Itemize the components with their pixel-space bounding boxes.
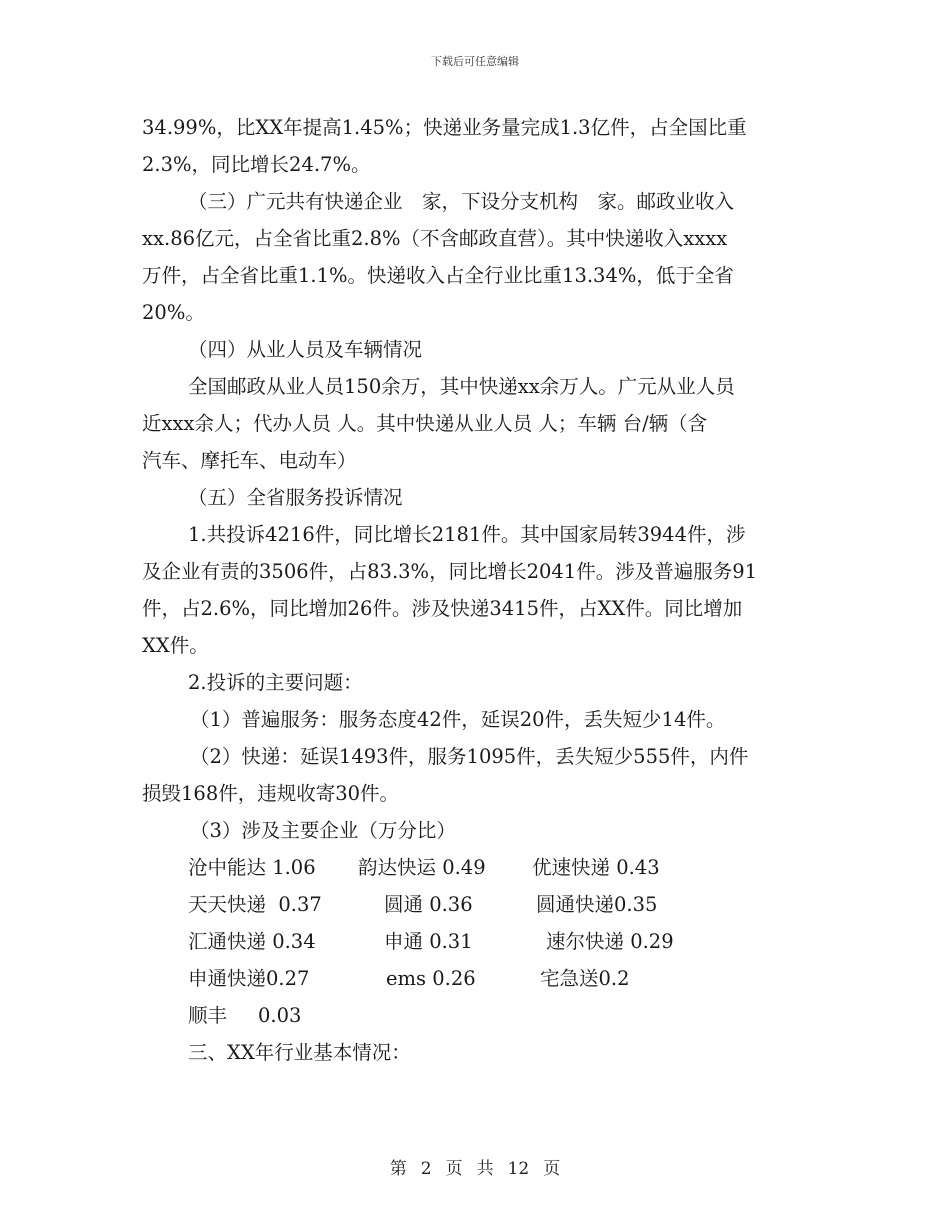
company-rate: 优速快递 0.43 <box>532 856 660 879</box>
company-rate: 汇通快递 0.34 <box>188 930 316 953</box>
company-rate: 申通快递0.27 <box>188 967 310 990</box>
company-rate: 顺丰 0.03 <box>188 1004 302 1027</box>
company-rate: 宅急送0.2 <box>540 967 630 990</box>
paragraph-line: xx.86亿元，占全省比重2.8%（不含邮政直营）。其中快递收入xxxx <box>142 227 728 250</box>
paragraph-line: 1.共投诉4216件，同比增长2181件。其中国家局转3944件，涉 <box>188 523 746 546</box>
total-pages: 12 <box>507 1159 530 1179</box>
company-rate: 天天快递 0.37 <box>188 893 322 916</box>
subsection-heading: （四）从业人员及车辆情况 <box>188 338 423 361</box>
paragraph-line: 34.99%，比XX年提高1.45%；快递业务量完成1.3亿件，占全国比重 <box>142 116 747 139</box>
paragraph-line: （三）广元共有快递企业 家，下设分支机构 家。邮政业收入 <box>188 190 735 213</box>
company-rate: 速尔快递 0.29 <box>546 930 674 953</box>
paragraph-line: （2）快递：延误1493件，服务1095件，丢失短少555件，内件 <box>190 745 749 768</box>
section-heading: 三、XX年行业基本情况： <box>188 1041 411 1064</box>
paragraph-line: XX件。 <box>142 634 209 657</box>
footer-label-total: 共 <box>476 1159 494 1179</box>
paragraph-line: 2.投诉的主要问题： <box>188 671 363 694</box>
paragraph-line: 20%。 <box>142 301 205 324</box>
paragraph-line: 近xxx余人；代办人员 人。其中快递从业人员 人；车辆 台/辆（含 <box>142 412 708 435</box>
footer-label-of: 页 <box>445 1159 463 1179</box>
footer-label-page: 第 <box>389 1159 407 1179</box>
paragraph-line: 2.3%，同比增长24.7%。 <box>142 153 371 176</box>
company-rate: 圆通 0.36 <box>384 893 473 916</box>
paragraph-line: 损毁168件，违规收寄30件。 <box>142 782 400 805</box>
paragraph-line: 及企业有责的3506件，占83.3%，同比增长2041件。涉及普遍服务91 <box>142 560 758 583</box>
page-number: 2 <box>420 1159 432 1179</box>
paragraph-line: （3）涉及主要企业（万分比） <box>190 819 456 842</box>
paragraph-line: 万件，占全省比重1.1%。快递收入占全行业比重13.34%，低于全省 <box>142 264 734 287</box>
subsection-heading: （五）全省服务投诉情况 <box>188 486 403 509</box>
page-header: 下载后可任意编辑 <box>431 55 519 68</box>
paragraph-line: （1）普遍服务：服务态度42件，延误20件，丢失短少14件。 <box>190 708 726 731</box>
footer-label-end: 页 <box>543 1159 561 1179</box>
company-rate: 申通 0.31 <box>384 930 473 953</box>
company-rate: ems 0.26 <box>386 967 476 990</box>
company-rate: 圆通快递0.35 <box>536 893 658 916</box>
company-rate: 沧中能达 1.06 <box>188 856 316 879</box>
paragraph-line: 全国邮政从业人员150余万，其中快递xx余万人。广元从业人员 <box>188 375 735 398</box>
page-footer <box>0 1154 950 1179</box>
paragraph-line: 件，占2.6%，同比增加26件。涉及快递3415件，占XX件。同比增加 <box>142 597 743 620</box>
company-rate: 韵达快运 0.49 <box>358 856 486 879</box>
paragraph-line: 汽车、摩托车、电动车） <box>142 449 357 472</box>
